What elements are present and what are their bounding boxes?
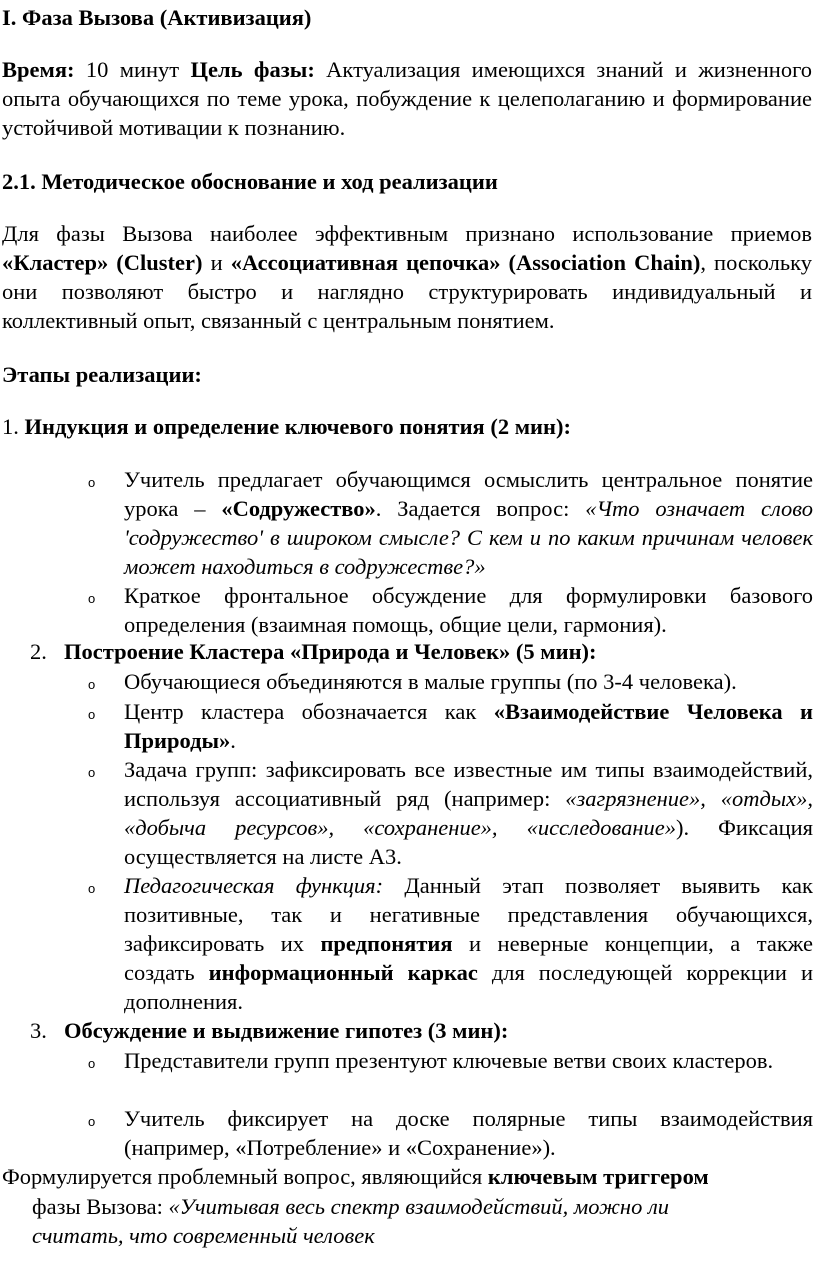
goal-text: Актуализация имеющихся знаний и жизненного опыта обучающихся по теме урока, побуждение к целеполаганию и формирование устойчивой мотивации к познанию. <box>2 57 812 140</box>
bold-run: предпонятия <box>320 931 453 956</box>
stage-2-title: Построение Кластера «Природа и Человек» (5 мин): <box>64 639 597 664</box>
problem-question-line-3 <box>32 1221 812 1250</box>
text-run: и <box>202 250 231 275</box>
time-value: 10 минут <box>74 57 191 82</box>
bullet-marker: o <box>88 881 96 896</box>
bold-run: «Кластер» (Cluster) <box>2 250 203 275</box>
stages-heading: Этапы реализации: <box>2 362 202 387</box>
list-item: Представители групп презентуют ключевые ветви своих кластеров. <box>124 1048 774 1073</box>
bullet-marker: o <box>88 677 96 692</box>
text-run: Для фазы Вызова наиболее эффективным признано использование приемов <box>2 221 812 246</box>
stage-number: 1. <box>2 414 25 439</box>
list-item: Учитель фиксирует на доске полярные типы взаимодействия (например, «Потребление» и «Сохранение»). <box>124 1106 813 1160</box>
problem-question-line-2 <box>32 1192 812 1221</box>
list-item: Обучающиеся объединяются в малые группы (по 3-4 человека). <box>124 669 737 694</box>
bullet-marker: o <box>88 707 96 722</box>
bold-run: «Содружество» <box>221 496 376 521</box>
stage-3-title: Обсуждение и выдвижение гипотез (3 мин): <box>64 1018 509 1043</box>
stage-number: 2. <box>30 639 47 664</box>
text-run: и неверные концепции, а также создать <box>124 931 813 985</box>
bold-run: «Взаимодействие Человека и Природы» <box>124 699 813 753</box>
bullet-marker: o <box>88 765 96 780</box>
phase-meta <box>2 55 812 142</box>
text-run: , поскольку они позволяют быстро и наглядно структурировать индивидуальный и коллективный опыт, связанный с центральным понятием. <box>2 250 812 333</box>
phase-title: I. Фаза Вызова (Активизация) <box>2 5 312 30</box>
text-run: Формулируется проблемный вопрос, являющийся <box>2 1164 488 1189</box>
text-run: Задача групп: зафиксировать все известные им типы взаимодействий, используя ассоциативный ряд (например: <box>124 757 813 811</box>
italic-run: «загрязнение», «отдых», «добыча ресурсов», «сохранение», «исследование» <box>124 786 813 840</box>
stage-number: 3. <box>30 1018 47 1043</box>
text-run: Учитель предлагает обучающимся осмыслить центральное понятие урока – <box>124 467 813 521</box>
section-heading: 2.1. Методическое обоснование и ход реализации <box>2 169 498 194</box>
text-run: Центр кластера обозначается как <box>124 699 494 724</box>
italic-run: «Учитывая весь спектр взаимодействий, можно ли <box>168 1194 670 1219</box>
text-run: . Задается вопрос: <box>375 496 586 521</box>
method-paragraph <box>2 219 812 335</box>
text-run: . <box>230 728 236 753</box>
goal-label: Цель фазы: <box>190 57 315 82</box>
bold-run: «Ассоциативная цепочка» (Association Chain) <box>230 250 701 275</box>
italic-run: «Что означает слово 'содружество' в широком смысле? С кем и по каким причинам человек может находиться в содружестве?» <box>124 496 814 579</box>
stage-title: Индукция и определение ключевого понятия (2 мин): <box>24 414 571 439</box>
list-item: Краткое фронтальное обсуждение для формулировки базового определения (взаимная помощь, общие цели, гармония). <box>124 583 813 637</box>
bullet-marker: o <box>88 591 96 606</box>
list-item <box>124 871 813 1016</box>
bullet-marker: o <box>88 1114 96 1129</box>
text-run: ). Фиксация осуществляется на листе А3. <box>124 815 813 869</box>
text-run: для последующей коррекции и дополнения. <box>124 960 813 1014</box>
bold-run: информационный каркас <box>208 960 478 985</box>
list-item <box>124 755 813 871</box>
bullet-marker: o <box>88 475 96 490</box>
bullet-marker: o <box>88 1056 96 1071</box>
stage-1-heading <box>2 412 571 441</box>
text-run: фазы Вызова: <box>32 1194 169 1219</box>
time-label: Время: <box>2 57 75 82</box>
problem-question-line-1 <box>2 1162 814 1191</box>
italic-run: считать, что современный человек <box>32 1223 375 1248</box>
bold-run: ключевым триггером <box>487 1164 709 1189</box>
list-item <box>124 465 813 581</box>
text-run: Данный этап позволяет выявить как позитивные, так и негативные представления обучающихся, зафиксировать их <box>124 873 813 956</box>
list-item <box>124 697 813 755</box>
italic-run: Педагогическая функция: <box>124 873 384 898</box>
